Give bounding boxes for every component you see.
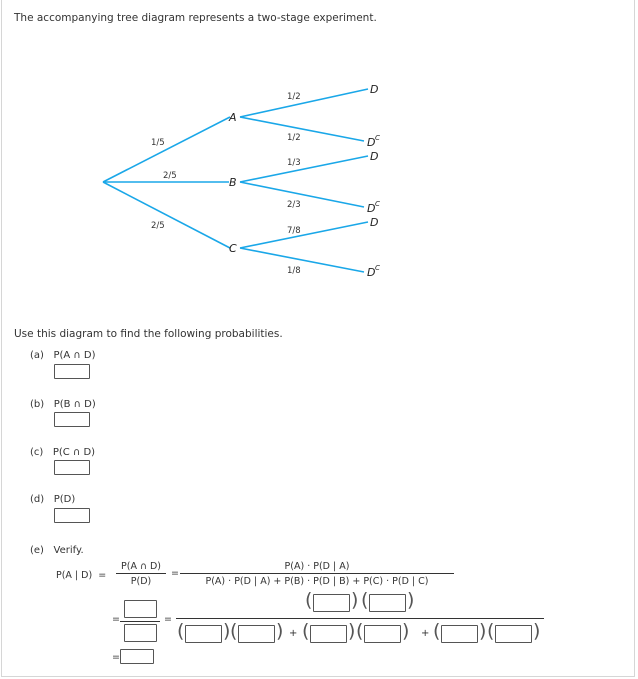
node-c: C (229, 242, 237, 255)
part-a-label (30, 350, 96, 361)
paren-open-4: ( (230, 620, 238, 642)
verify-frac2-num: P(A) · P(D | A) (284, 561, 350, 572)
part-c-answer-input[interactable] (54, 460, 90, 475)
leaf-a-d: D (370, 83, 379, 96)
verify-fraction-1 (116, 561, 166, 587)
verify-frac4-bar (176, 618, 544, 619)
tree-diagram (0, 0, 638, 320)
plus-1: + (289, 628, 298, 639)
leaf-b-dc-sup: C (375, 200, 380, 208)
part-c-expr: P(C ∩ D) (52, 447, 96, 458)
verify-eq-1: = (98, 570, 107, 581)
prob-d-given-a: 1/2 (287, 92, 301, 102)
plus-2: + (421, 628, 430, 639)
paren-open-1: ( (305, 589, 313, 611)
node-b: B (229, 176, 237, 189)
verify-den-input-7[interactable] (495, 625, 532, 643)
node-a: A (229, 111, 237, 124)
branch-c-dc (240, 248, 364, 272)
part-d-letter: (d) (30, 494, 45, 505)
prob-b: 2/5 (163, 171, 177, 181)
verify-eq-5: = (112, 652, 120, 663)
verify-frac3-bar (120, 621, 160, 622)
leaf-b-d: D (370, 150, 379, 163)
branch-root-c (103, 182, 230, 248)
branch-a-d (240, 89, 368, 117)
verify-frac1-den: P(D) (116, 573, 166, 587)
part-a-answer-input[interactable] (54, 364, 90, 379)
prob-dc-given-c: 1/8 (287, 266, 301, 276)
part-e-letter: (e) (30, 545, 44, 556)
verify-den-input-5[interactable] (364, 625, 401, 643)
paren-open-8: ( (487, 620, 495, 642)
part-b-expr: P(B ∩ D) (53, 399, 96, 410)
part-a-letter: (a) (30, 350, 44, 361)
intro-text: The accompanying tree diagram represents a two-stage experiment. (14, 12, 377, 24)
part-b-label (30, 399, 96, 410)
paren-close-4: ) (276, 620, 284, 642)
verify-eq-2: = (171, 568, 179, 579)
paren-close-5: ) (348, 620, 356, 642)
prob-dc-given-a: 1/2 (287, 133, 301, 143)
part-c-label (30, 447, 95, 458)
verify-final-input[interactable] (120, 649, 154, 664)
verify-num-input-1[interactable] (124, 600, 157, 618)
instructions-text: Use this diagram to find the following probabilities. (14, 328, 283, 340)
prob-dc-given-b: 2/3 (287, 200, 301, 210)
verify-den-input-6[interactable] (441, 625, 478, 643)
leaf-a-dc-sup: C (375, 134, 380, 142)
prob-a: 1/5 (151, 138, 165, 148)
leaf-c-d: D (370, 216, 379, 229)
part-a-expr: P(A ∩ D) (53, 350, 96, 361)
part-c-letter: (c) (30, 447, 44, 458)
part-d-answer-input[interactable] (54, 508, 90, 523)
branch-b-dc (240, 182, 364, 207)
prob-d-given-b: 1/3 (287, 158, 301, 168)
paren-close-8: ) (533, 620, 541, 642)
prob-c: 2/5 (151, 221, 165, 231)
branch-c-d (240, 222, 368, 248)
verify-eq-3: = (112, 614, 120, 625)
part-b-letter: (b) (30, 399, 45, 410)
verify-lhs-text: P(A | D) (56, 570, 93, 581)
paren-open-3: ( (177, 620, 185, 642)
leaf-b-dc: D (367, 202, 376, 215)
branch-b-d (240, 156, 368, 182)
paren-close-2: ) (407, 589, 415, 611)
verify-den-input-2[interactable] (185, 625, 222, 643)
verify-den-input-1[interactable] (124, 624, 157, 642)
paren-close-1: ) (351, 589, 359, 611)
part-d-expr: P(D) (53, 494, 76, 505)
part-b-answer-input[interactable] (54, 412, 90, 427)
branch-a-dc (240, 117, 364, 141)
leaf-a-dc: D (367, 136, 376, 149)
paren-close-3: ) (223, 620, 231, 642)
paren-open-6: ( (356, 620, 364, 642)
paren-close-7: ) (479, 620, 487, 642)
verify-lhs (56, 570, 106, 581)
verify-frac1-num: P(A ∩ D) (121, 561, 161, 572)
verify-den-input-4[interactable] (310, 625, 347, 643)
verify-num-input-2[interactable] (313, 594, 350, 612)
paren-open-2: ( (361, 589, 369, 611)
part-d-label (30, 494, 75, 505)
leaf-c-dc: D (367, 266, 376, 279)
part-e-title: Verify. (53, 545, 84, 556)
paren-open-7: ( (433, 620, 441, 642)
part-e-label (30, 545, 84, 556)
prob-d-given-c: 7/8 (287, 226, 301, 236)
verify-fraction-2 (180, 561, 454, 587)
paren-open-5: ( (302, 620, 310, 642)
leaf-c-dc-sup: C (375, 264, 380, 272)
verify-num-input-3[interactable] (369, 594, 406, 612)
verify-frac2-den: P(A) · P(D | A) + P(B) · P(D | B) + P(C) · P(D | C) (180, 573, 454, 587)
verify-eq-4: = (164, 614, 172, 625)
verify-den-input-3[interactable] (238, 625, 275, 643)
paren-close-6: ) (402, 620, 410, 642)
